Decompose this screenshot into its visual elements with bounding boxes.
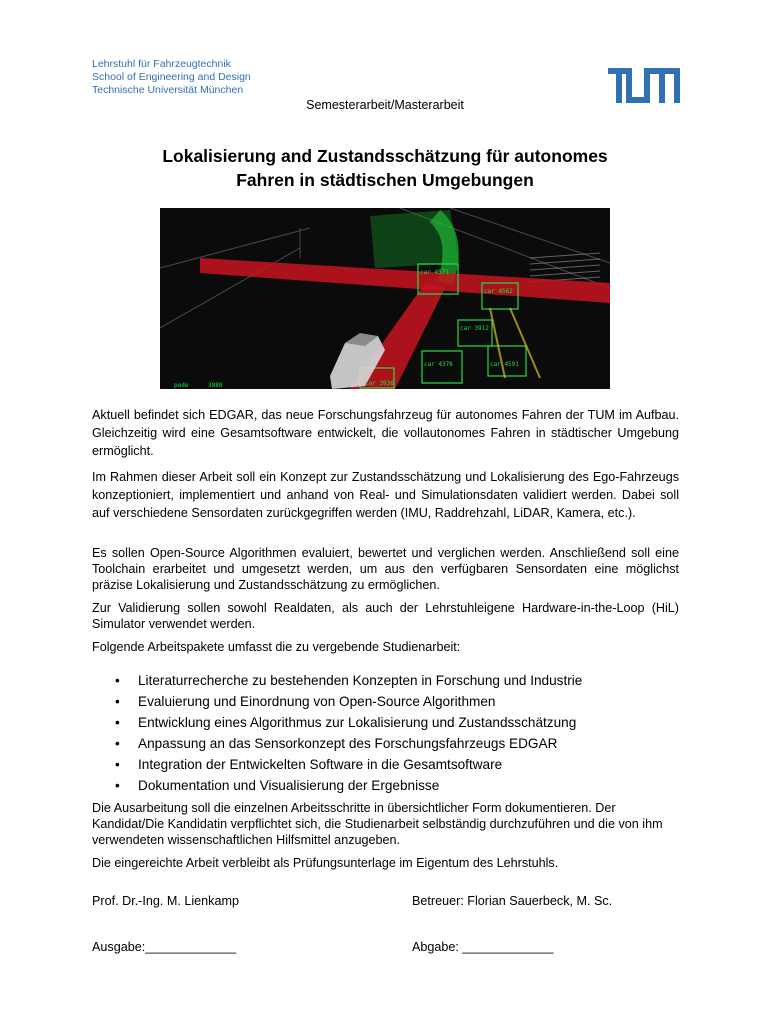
institution-university: Technische Universität München: [92, 84, 244, 96]
pedestrian-label: pede: [174, 382, 189, 389]
supervisor-name: Betreuer: Florian Sauerbeck, M. Sc.: [412, 894, 613, 908]
paragraph-documentation: Die Ausarbeitung soll die einzelnen Arbeitsschritte in übersichtlicher Form dokumentieren. Der Kandidat/Die Kandidatin verpflichtet sich, die Studienarbeit selbständig durchzuführen und die von ihm verwendeten wissenschaftlichen Hilfsmittel anzugeben.: [92, 801, 663, 847]
work-packages-list: [115, 670, 715, 796]
title-line-1: Lokalisierung and Zustandsschätzung für autonomes: [162, 146, 608, 166]
title-line-2: Fahren in städtischen Umgebungen: [236, 170, 534, 190]
car-label-6: car 3936: [365, 380, 394, 387]
paragraph-intro: Aktuell befindet sich EDGAR, das neue Forschungsfahrzeug für autonomes Fahren der TUM im Aufbau. Gleichzeitig wird eine Gesamtsoftware entwickelt, die vollautonomes Fahren in städtischer Umgebung ermöglicht.: [92, 408, 679, 458]
car-label-2: car 4562: [484, 288, 513, 295]
list-item: • Integration der Entwickelten Software in die Gesamtsoftware: [115, 754, 715, 775]
document-type: Semesterarbeit/Masterarbeit: [306, 98, 464, 112]
institution-block: [92, 58, 251, 97]
institution-chair: Lehrstuhl für Fahrzeugtechnik: [92, 58, 231, 70]
list-item: • Anpassung an das Sensorkonzept des Forschungsfahrzeugs EDGAR: [115, 733, 715, 754]
list-item: • Dokumentation und Visualisierung der Ergebnisse: [115, 775, 715, 796]
paragraph-workpackages-intro: Folgende Arbeitspakete umfasst die zu vergebende Studienarbeit:: [92, 640, 461, 654]
professor-name: Prof. Dr.-Ing. M. Lienkamp: [92, 894, 239, 908]
issue-date-field: Ausgabe:_____________: [92, 940, 237, 954]
page-title: [0, 144, 770, 192]
pedestrian-id-label: 3888: [208, 382, 223, 389]
paragraph-opensource: Es sollen Open-Source Algorithmen evaluiert, bewertet und verglichen werden. Anschließend soll eine Toolchain erarbeitet und umgesetzt werden, um aus den verfügbaren Sensordaten eine möglichst präzise Lokalisierung und Zustandsschätzung zu ermöglichen.: [92, 546, 679, 592]
institution-school: School of Engineering and Design: [92, 71, 251, 83]
paragraph-concept: Im Rahmen dieser Arbeit soll ein Konzept zur Zustandsschätzung und Lokalisierung des Ego-Fahrzeugs konzeptioniert, implementiert und anhand von Real- und Simulationsdaten validiert werden. Dabei soll auf verschiedene Sensordaten zurückgegriffen werden (IMU, Raddrehzahl, LiDAR, Kamera, etc.).: [92, 470, 679, 520]
list-item: • Literaturrecherche zu bestehenden Konzepten in Forschung und Industrie: [115, 670, 715, 691]
list-item: • Entwicklung eines Algorithmus zur Lokalisierung und Zustandsschätzung: [115, 712, 715, 733]
paragraph-ownership: Die eingereichte Arbeit verbleibt als Prüfungsunterlage im Eigentum des Lehrstuhls.: [92, 856, 559, 870]
submission-date-field: Abgabe: _____________: [412, 940, 554, 954]
car-label-5: car 4591: [490, 361, 519, 368]
car-label-1: car 4571: [420, 269, 449, 276]
car-label-4: car 4376: [424, 361, 453, 368]
list-item: • Evaluierung und Einordnung von Open-Source Algorithmen: [115, 691, 715, 712]
car-label-3: car 3912: [460, 325, 489, 332]
paragraph-validation: Zur Validierung sollen sowohl Realdaten, als auch der Lehrstuhleigene Hardware-in-the-Loop (HiL) Simulator verwendet werden.: [92, 601, 679, 631]
lidar-visualization-image: [160, 208, 610, 389]
